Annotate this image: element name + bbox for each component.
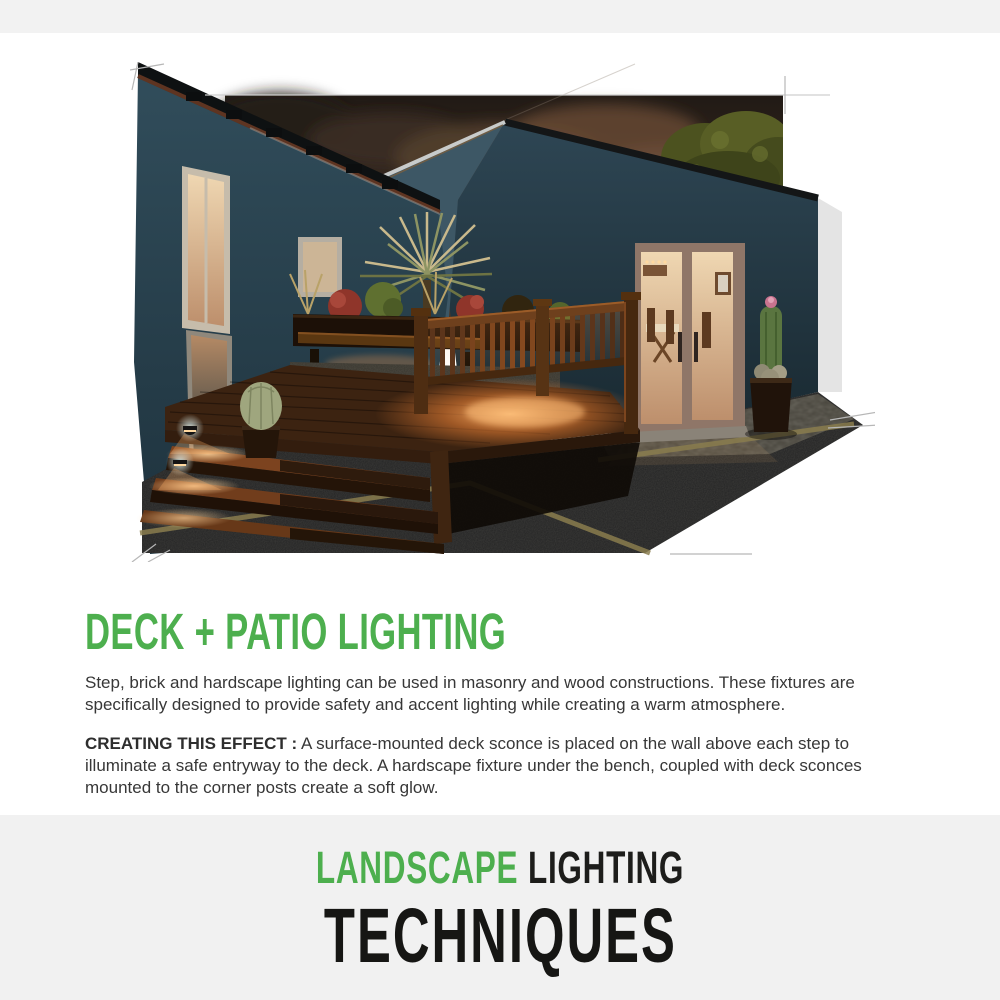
brand-landscape-word: LANDSCAPE (315, 842, 519, 893)
brand-title (233, 893, 768, 979)
effect-text: A surface-mounted deck sconce is placed on the wall above each step to illuminate a safe entryway to the deck. A hardscape fixture under the bench, coupled with deck sconces mounted to the corner posts create a soft glow. (85, 734, 862, 797)
deck-patio-illustration (130, 62, 875, 562)
content-block (85, 603, 923, 816)
top-border-bar (0, 0, 1000, 33)
effect-label: CREATING THIS EFFECT : (85, 734, 298, 753)
section-heading-text: DECK + PATIO LIGHTING (85, 603, 507, 660)
footer (0, 815, 1000, 1000)
effect-paragraph (85, 733, 923, 799)
brand-lighting-word: LIGHTING (528, 842, 685, 893)
intro-paragraph: Step, brick and hardscape lighting can be used in masonry and wood constructions. These fixtures are specifically designed to provide safety and accent lighting while creating a warm atmosphere. (85, 673, 855, 714)
barrel-cactus-left (240, 382, 282, 458)
brand-line (237, 842, 763, 893)
gable-window (298, 237, 342, 297)
brand-title-text: TECHNIQUES (323, 893, 677, 979)
right-side-panel (818, 198, 842, 392)
lit-window (182, 166, 230, 334)
section-heading (85, 603, 923, 660)
scene-svg (130, 62, 875, 562)
